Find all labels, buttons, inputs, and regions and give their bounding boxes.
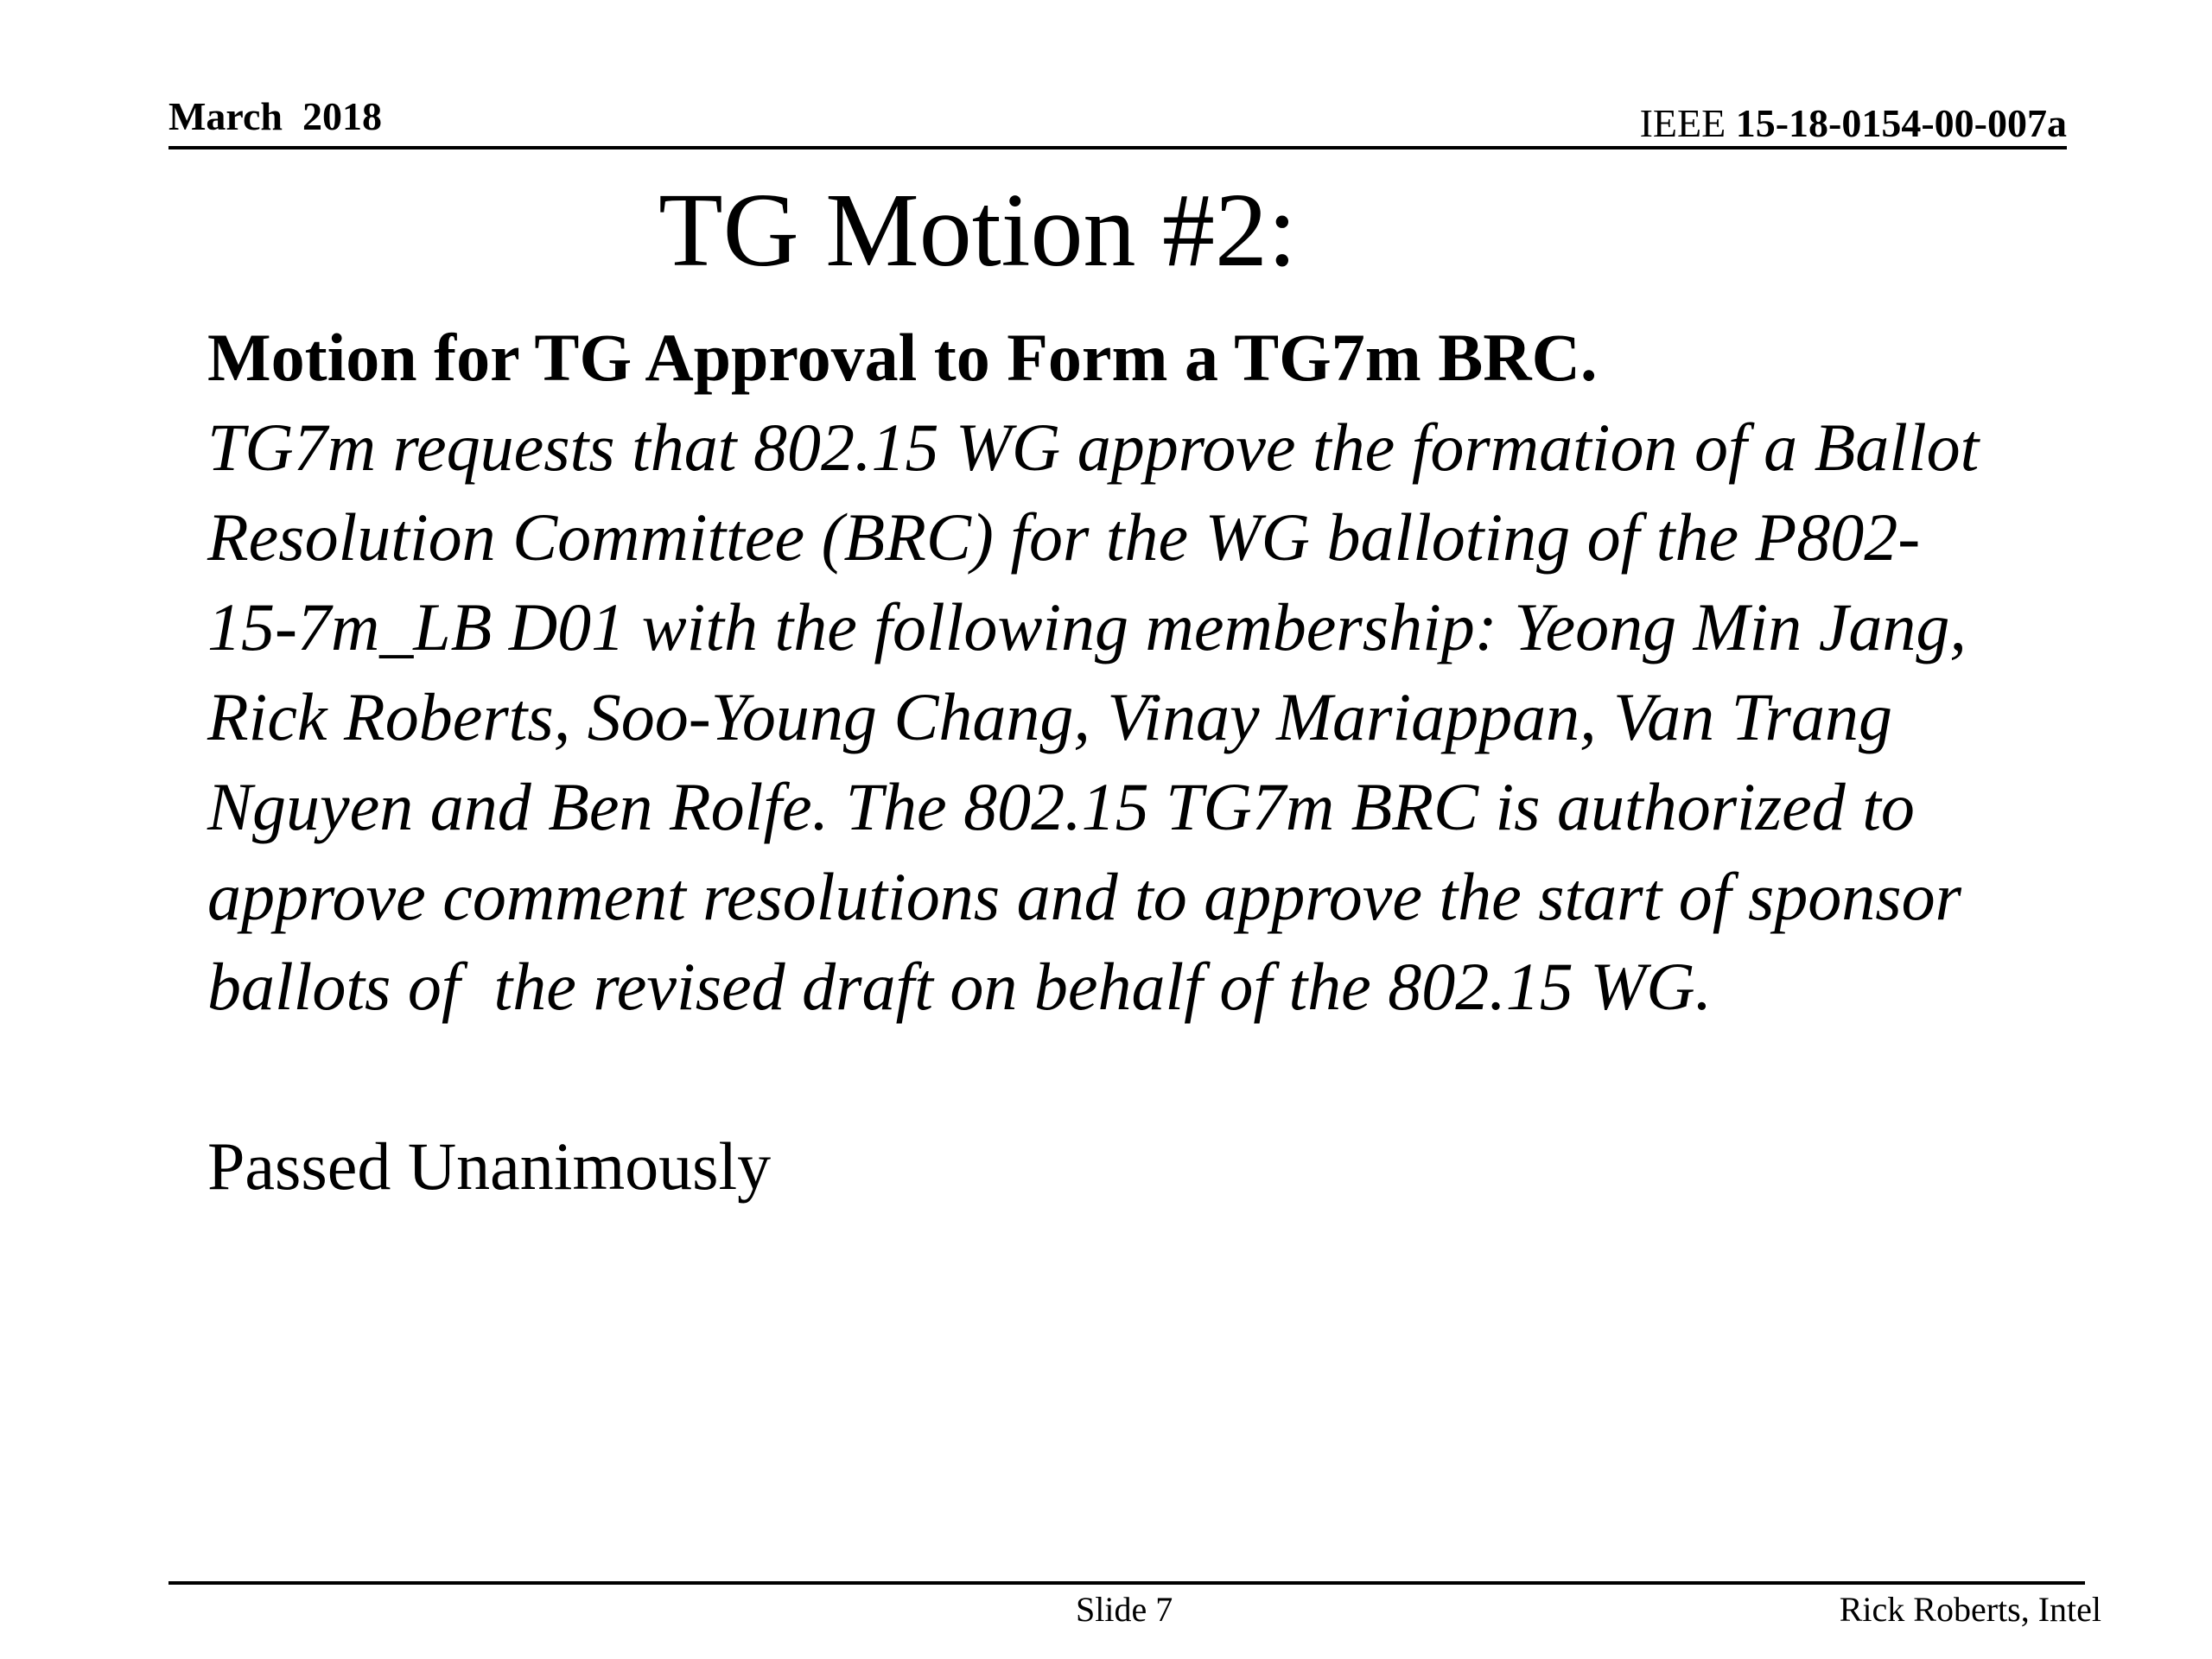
header-divider (168, 146, 2067, 149)
motion-text (207, 403, 2177, 1032)
footer-divider (168, 1581, 2085, 1585)
motion-text-line: Nguyen and Ben Rolfe. The 802.15 TG7m BRC is authorized to (207, 769, 1915, 844)
slide-title: TG Motion #2: (658, 172, 1297, 289)
slide-body (207, 313, 2177, 1211)
motion-text-line: TG7m requests that 802.15 WG approve the formation of a Ballot (207, 410, 1980, 485)
document-id (1639, 101, 2067, 145)
footer-author: Rick Roberts, Intel (1839, 1590, 2101, 1629)
slide-number: Slide 7 (1076, 1590, 1173, 1629)
motion-heading: Motion for TG Approval to Form a TG7m BRC. (207, 320, 1598, 395)
motion-text-line: approve comment resolutions and to approve the start of sponsor (207, 859, 1962, 934)
document-number: 15-18-0154-00-007a (1735, 101, 2067, 145)
document-prefix: IEEE (1639, 101, 1726, 145)
motion-text-line: 15-7m_LB D01 with the following membership: Yeong Min Jang, (207, 589, 1967, 664)
motion-text-line: Rick Roberts, Soo-Young Chang, Vinay Mariappan, Van Trang (207, 679, 1892, 754)
motion-text-line: Resolution Committee (BRC) for the WG balloting of the P802- (207, 499, 1921, 575)
motion-result: Passed Unanimously (207, 1128, 772, 1204)
header-date: March 2018 (168, 94, 383, 138)
motion-text-line: ballots of the revised draft on behalf of the 802.15 WG. (207, 949, 1713, 1024)
